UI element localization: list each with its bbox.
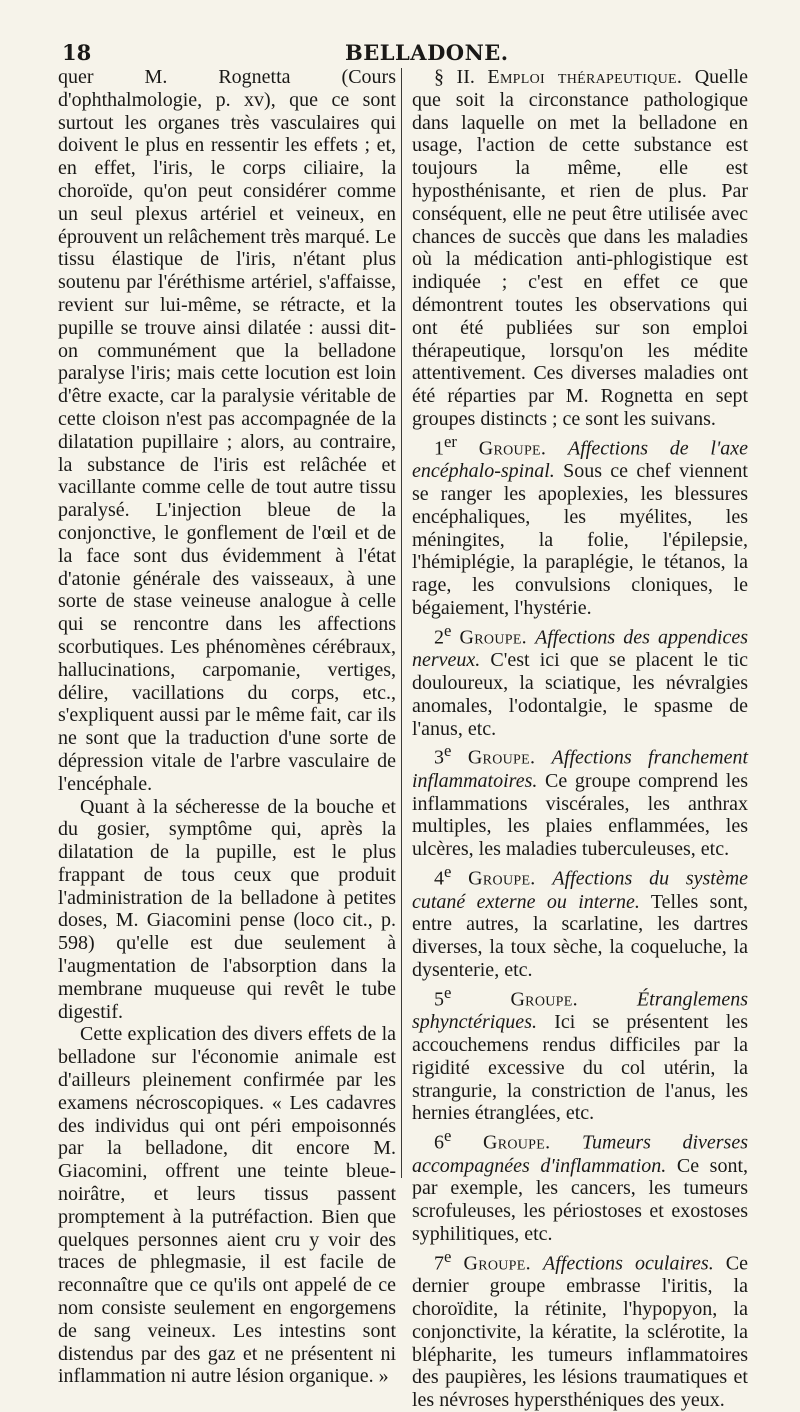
group-ordinal: e [444, 1246, 452, 1266]
group-text: Sous ce chef viennent se ranger les apoplexies, les blessures encéphaliques, les myélites, les méningites, la folie, l'épilepsie, l'hémiplégie, la paraplégie, le tétanos, la rage, les convulsions cloniques, le bégaiement, l'hystérie. [412, 460, 748, 619]
group-text: Telles sont, entre autres, la scarlatine, les dartres diverses, la toux sèche, la coqueluche, la dysenterie, etc. [412, 890, 749, 981]
group-ordinal: e [444, 620, 452, 640]
group-7 [412, 1246, 748, 1412]
group-title: Affections des appendices nerveux. [412, 626, 749, 672]
section-label: § II. [434, 66, 475, 88]
group-4 [412, 861, 748, 982]
group-label: Groupe. [478, 437, 547, 460]
right-column [412, 66, 748, 1412]
group-text: C'est ici que se placent le tic douloureux, la sciatique, les névralgies anomales, l'odontalgie, le spasme de l'anus, etc. [412, 649, 749, 740]
group-label: Groupe. [463, 1252, 531, 1275]
group-title: Affections du système cutané externe ou interne. [412, 867, 749, 913]
page-header [62, 40, 766, 66]
group-6 [412, 1125, 748, 1246]
group-number: 5 [434, 988, 444, 1011]
group-ordinal: e [444, 982, 452, 1002]
group-label: Groupe. [510, 988, 578, 1011]
running-title: BELLADONE. [345, 40, 509, 65]
group-text: Ce dernier groupe embrasse l'iritis, la choroïdite, la rétinite, l'hypopyon, la conjonctivite, la kératite, la sclérotite, la blépharite, les tumeurs inflammatoires des paupières, les lésions traumatiques et les névroses hypersthéniques des yeux. [412, 1252, 748, 1412]
group-text: Ce sont, par exemple, les cancers, les tumeurs scrofuleuses, les périostoses et exostoses syphilitiques, etc. [412, 1154, 748, 1245]
section-intro-paragraph [412, 66, 748, 431]
paragraph-necroscopie: Cette explication des divers effets de la belladone sur l'économie animale est d'ailleurs pleinement confirmée par les examens nécroscopiques. « Les cadavres des individus qui ont péri empoisonnés par la belladone, dit encore M. Giacomini, offrent une teinte bleue-noirâtre, et leurs tissus passent promptement à la putréfaction. Bien que quelques personnes aient cru y voir des traces de phlegmasie, il est facile de reconnaître que ce qu'ils ont appelé de ce nom consiste seulement en engorgemens de sang veineux. Les intestins sont distendus par des gaz et ne présentent ni inflammation ni autre lésion organique. » [58, 1023, 396, 1388]
group-title: Affections de l'axe encéphalo-spinal. [412, 437, 749, 483]
group-3 [412, 740, 748, 861]
group-label: Groupe. [468, 867, 536, 890]
group-2 [412, 620, 748, 741]
group-5 [412, 982, 748, 1125]
group-ordinal: e [444, 741, 452, 761]
page-number: 18 [62, 40, 92, 65]
group-text: Ce groupe comprend les inflammations viscérales, les anthrax multiples, les plaies enflammées, les ulcères, les maladies tuberculeuses, etc. [412, 769, 748, 861]
group-label: Groupe. [459, 626, 527, 649]
left-column [58, 66, 396, 1388]
group-label: Groupe. [482, 1131, 551, 1154]
group-title: Affections franchement inflammatoires. [412, 747, 749, 792]
section-intro: Quelle que soit la circonstance pathologique dans laquelle on met la belladone en usage, l'action de cette substance est toujours la même, elle est hyposthénisante, et rien de plus. Par conséquent, elle ne peut être utilisée avec chances de succès que dans les maladies où la médication anti-phlogistique est indiquée ; c'est en effet ce que démontrent toutes les observations qui ont été publiées sur son emploi thérapeutique, lorsqu'on les médite attentivement. Ces diverses maladies ont été réparties par M. Rognetta en sept groupes distincts ; ce sont les suivans. [412, 66, 748, 430]
group-text: Ici se présentent les accouchemens rendus difficiles par la rigidité excessive du col utérin, la strangurie, la constriction de l'anus, les hernies étranglées, etc. [412, 1011, 748, 1125]
group-ordinal: er [444, 431, 457, 451]
group-ordinal: e [444, 862, 452, 882]
group-number: 1 [434, 437, 444, 460]
group-title: Étranglemens sphynctériques. [412, 988, 749, 1034]
group-number: 7 [434, 1252, 444, 1275]
group-ordinal: e [444, 1126, 452, 1146]
group-title: Affections oculaires. [542, 1252, 714, 1275]
paragraph-anatomy: quer M. Rognetta (Cours d'ophthalmologie, p. xv), que ce sont surtout les organes très vasculaires qui doivent le plus en ressentir les effets ; et, en effet, l'iris, le corps ciliaire, la choroïde, qu'on peut considérer comme un seul plexus artériel et veineux, en éprouvent un relâchement très marqué. Le tissu élastique de l'iris, n'étant plus soutenu par l'éréthisme artériel, s'affaisse, revient sur lui-même, se rétracte, et la pupille se trouve ainsi dilatée : aussi dit-on communément que la belladone paralyse l'iris; mais cette locution est loin d'être exacte, car la paralysie véritable de cette cloison n'est pas accompagnée de la dilatation pupillaire ; alors, au contraire, la substance de l'iris est relâchée et vacillante comme celle de tout autre tissu paralysé. L'injection bleue de la conjonctive, le gonflement de l'œil et de la face sont dus évidemment à l'état d'atonie générale des vaisseaux, à une sorte de stase veineuse analogue à celle qui se rencontre dans les affections scorbutiques. Les phénomènes cérébraux, hallucinations, carpomanie, vertiges, délire, vacillations du corps, etc., s'expliquent aussi par le même fait, car ils ne sont que la traduction d'une sorte de dépression vitale de l'arbre vasculaire de l'encéphale. [58, 66, 396, 795]
group-number: 6 [434, 1131, 444, 1154]
group-number: 4 [434, 867, 444, 890]
group-title: Tumeurs diverses accompagnées d'inflammation. [412, 1131, 748, 1177]
paragraph-secheresse: Quant à la sécheresse de la bouche et du gosier, symptôme qui, après la dilatation de la pupille, est le plus frappant de tous ceux que produit l'administration de la belladone à petites doses, M. Giacomini pense (loco cit., p. 598) qu'elle est due seulement à l'augmentation de l'absorption dans la membrane muqueuse qui revêt le tube digestif. [58, 795, 396, 1023]
section-title: Emploi thérapeutique. [487, 66, 683, 88]
column-divider [401, 68, 402, 1178]
group-label: Groupe. [467, 747, 536, 770]
group-number: 3 [434, 747, 444, 770]
group-number: 2 [434, 626, 444, 649]
group-1 [412, 431, 748, 620]
